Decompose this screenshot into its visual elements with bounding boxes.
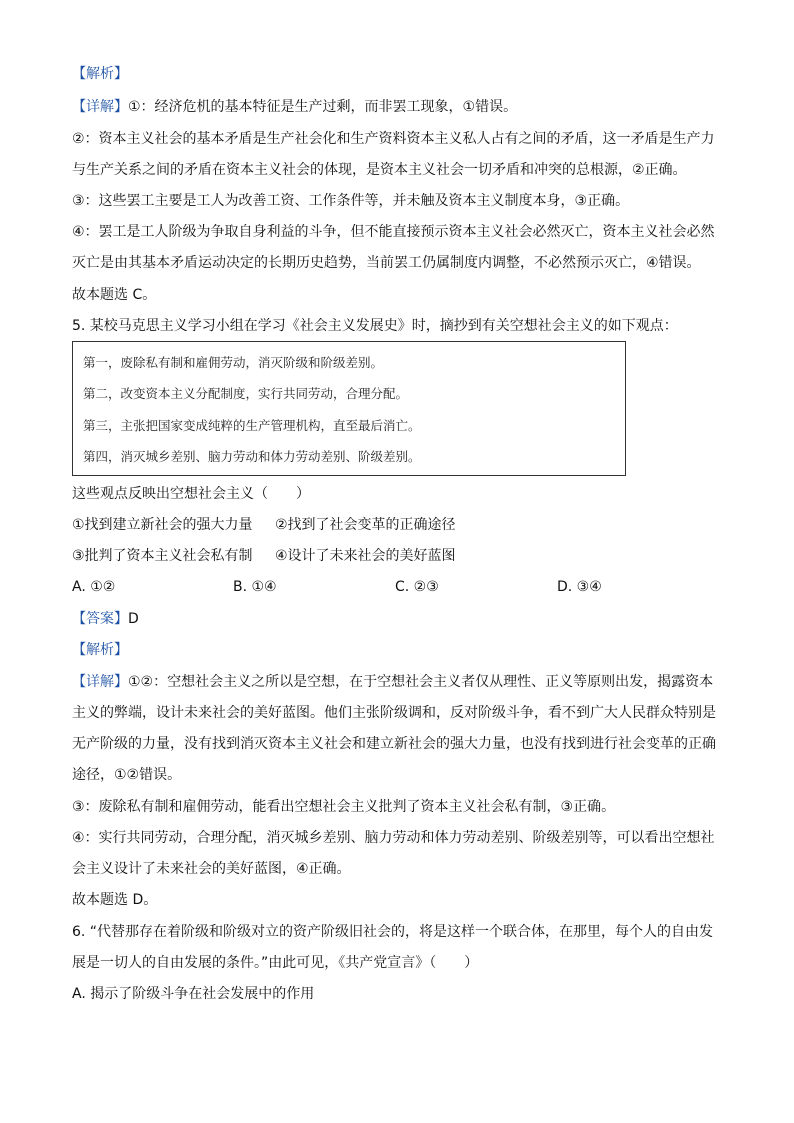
option-c: C. ②③ — [395, 579, 439, 595]
question-6-line-2: 展是一切人的自由发展的条件。”由此可见，《共产党宣言》（ ） — [72, 955, 479, 971]
detail-tag: 【详解】 — [72, 99, 128, 115]
option-b: B. ①④ — [233, 579, 277, 595]
detail-2-line-1 — [72, 672, 713, 692]
detail-line-2: ②：资本主义社会的基本矛盾是生产社会化和生产资料资本主义私人占有之间的矛盾，这一矛盾是生产力 — [72, 131, 715, 147]
detail-2-line-5: ③：废除私有制和雇佣劳动，能看出空想社会主义批判了资本主义社会私有制，③正确。 — [72, 799, 616, 815]
quote-box — [72, 341, 626, 476]
answer-tag: 【答案】 — [72, 611, 128, 627]
question-5-prompt: 这些观点反映出空想社会主义（ ） — [72, 486, 310, 502]
analysis-tag-2: 【解析】 — [72, 642, 128, 658]
quote-line: 第二，改变资本主义分配制度，实行共同劳动，合理分配。 — [83, 386, 409, 401]
conclusion-2: 故本题选 D。 — [72, 892, 158, 908]
detail-line-5: ④：罢工是工人阶级为争取自身利益的斗争，但不能直接预示资本主义社会必然灭亡，资本主义社会必然 — [72, 224, 715, 240]
statement-1: ①找到建立新社会的强大力量 — [72, 517, 253, 533]
detail-text: ①：经济危机的基本特征是生产过剩，而非罢工现象，①错误。 — [128, 99, 518, 115]
statement-4: ④设计了未来社会的美好蓝图 — [275, 548, 456, 564]
answer-value: D — [128, 611, 139, 627]
detail-line-4: ③：这些罢工主要是工人为改善工资、工作条件等，并未触及资本主义制度本身，③正确。 — [72, 193, 630, 209]
detail-2-line-7: 会主义设计了未来社会的美好蓝图，④正确。 — [72, 861, 351, 877]
detail-line-6: 灭亡是由其基本矛盾运动决定的长期历史趋势，当前罢工仍属制度内调整，不必然预示灭亡，④错误。 — [72, 255, 701, 271]
detail-2-line-6: ④：实行共同劳动，合理分配，消灭城乡差别、脑力劳动和体力劳动差别、阶级差别等，可以看出空想社 — [72, 830, 715, 846]
detail-line-3: 与生产关系之间的矛盾在资本主义社会的体现，是资本主义社会一切矛盾和冲突的总根源，②正确。 — [72, 162, 687, 178]
detail-2-text: ①②：空想社会主义之所以是空想，在于空想社会主义者仅从理性、正义等原则出发，揭露资本 — [128, 674, 714, 690]
detail-line-1 — [72, 97, 517, 117]
question-6-option-a: A. 揭示了阶级斗争在社会发展中的作用 — [72, 986, 315, 1002]
question-6-line-1: 6. “代替那存在着阶级和阶级对立的资产阶级旧社会的，将是这样一个联合体，在那里，每个人的自由发 — [72, 924, 714, 940]
question-5-stem: 5. 某校马克思主义学习小组在学习《社会主义发展史》时，摘抄到有关空想社会主义的如下观点： — [72, 318, 678, 334]
statement-3: ③批判了资本主义社会私有制 — [72, 548, 253, 564]
detail-2-line-2: 主义的弊端，设计未来社会的美好蓝图。他们主张阶级调和，反对阶级斗争，看不到广大人民群众特别是 — [72, 705, 716, 721]
answer-line — [72, 609, 139, 629]
detail-2-line-4: 途径，①②错误。 — [72, 767, 182, 783]
quote-line: 第四，消灭城乡差别、脑力劳动和体力劳动差别、阶级差别。 — [83, 449, 421, 464]
quote-line: 第三，主张把国家变成纯粹的生产管理机构，直至最后消亡。 — [83, 418, 421, 433]
conclusion-1: 故本题选 C。 — [72, 287, 157, 303]
detail-tag-2: 【详解】 — [72, 674, 128, 690]
option-d: D. ③④ — [557, 579, 602, 595]
analysis-tag: 【解析】 — [72, 66, 128, 82]
statement-2: ②找到了社会变革的正确途径 — [275, 517, 456, 533]
detail-2-line-3: 无产阶级的力量，没有找到消灭资本主义社会和建立新社会的强大力量，也没有找到进行社会变革的正确 — [72, 736, 716, 752]
option-a: A. ①② — [72, 579, 116, 595]
quote-line: 第一，废除私有制和雇佣劳动，消灭阶级和阶级差别。 — [83, 355, 384, 370]
